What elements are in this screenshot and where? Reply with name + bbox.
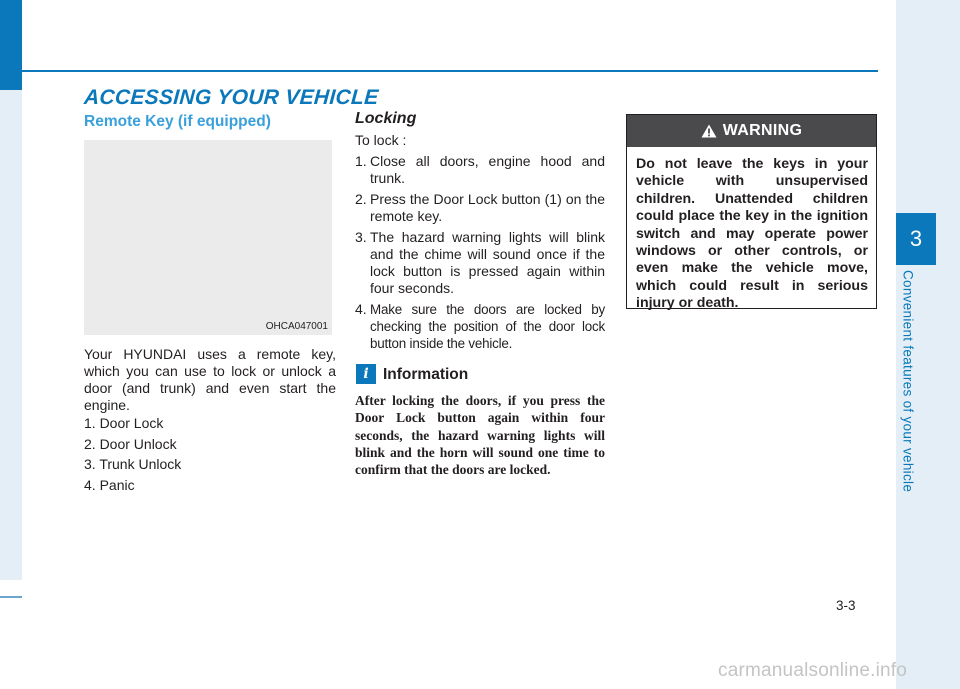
list-item: 1. Door Lock: [84, 415, 164, 431]
step-number: 2.: [355, 191, 367, 207]
list-item: [355, 301, 605, 352]
chapter-title-vertical: [895, 270, 921, 500]
image-code: OHCA047001: [265, 321, 328, 332]
page-number: 3-3: [836, 598, 856, 613]
list-item: 3. Trunk Unlock: [84, 456, 182, 472]
warning-triangle-icon: [701, 124, 717, 138]
list-item: [355, 191, 605, 225]
step-text: Press the Door Lock button (1) on the remote key.: [370, 191, 605, 224]
warning-box: [626, 114, 877, 312]
locking-heading: Locking: [355, 110, 417, 127]
warning-heading: WARNING: [722, 122, 803, 139]
header-rule: [22, 70, 878, 72]
info-icon: i: [356, 364, 376, 384]
section-title: ACCESSING YOUR VEHICLE: [83, 86, 380, 109]
step-text: Close all doors, engine hood and trunk.: [370, 153, 605, 186]
locking-lead: To lock :: [355, 132, 407, 148]
list-item: 4. Panic: [84, 476, 135, 493]
step-text: The hazard warning lights will blink and the chime will sound once if the lock button is pressed again within four seconds.: [370, 229, 605, 296]
warning-text: Do not leave the keys in your vehicle with unsupervised children. Unattended children could place the key in the ignition switch and may operate power windows or other controls, or even make the vehicle move, which could result in serious injury or death.: [636, 156, 868, 312]
step-number: 3.: [355, 229, 367, 245]
step-number: 1.: [355, 153, 367, 169]
step-text: Make sure the doors are locked by checking the position of the door lock button inside the vehicle.: [370, 302, 605, 351]
watermark: carmanualsonline.info: [718, 660, 908, 681]
list-item: [355, 229, 605, 297]
remote-key-illustration: [84, 140, 332, 335]
list-item: 2. Door Unlock: [84, 435, 177, 452]
left-margin-tab: [0, 0, 22, 90]
warning-header: [627, 115, 876, 147]
remote-key-intro: Your HYUNDAI uses a remote key, which you can use to lock or unlock a door (and trunk) and even start the engine.: [84, 346, 336, 413]
list-item: [355, 153, 605, 187]
locking-steps: [355, 153, 605, 356]
remote-key-heading: Remote Key (if equipped): [84, 113, 271, 130]
information-text: After locking the doors, if you press the Door Lock button again within four seconds, the hazard warning lights will blink and the horn will sound one time to confirm that the doors are locked.: [355, 393, 605, 478]
chapter-number: 3: [896, 213, 936, 265]
remote-key-button-list: [84, 413, 181, 495]
information-heading: Information: [383, 366, 469, 383]
left-margin-rule: [0, 596, 22, 598]
step-number: 4.: [355, 301, 367, 317]
chapter-title: Convenient features of your vehicle: [900, 270, 916, 493]
